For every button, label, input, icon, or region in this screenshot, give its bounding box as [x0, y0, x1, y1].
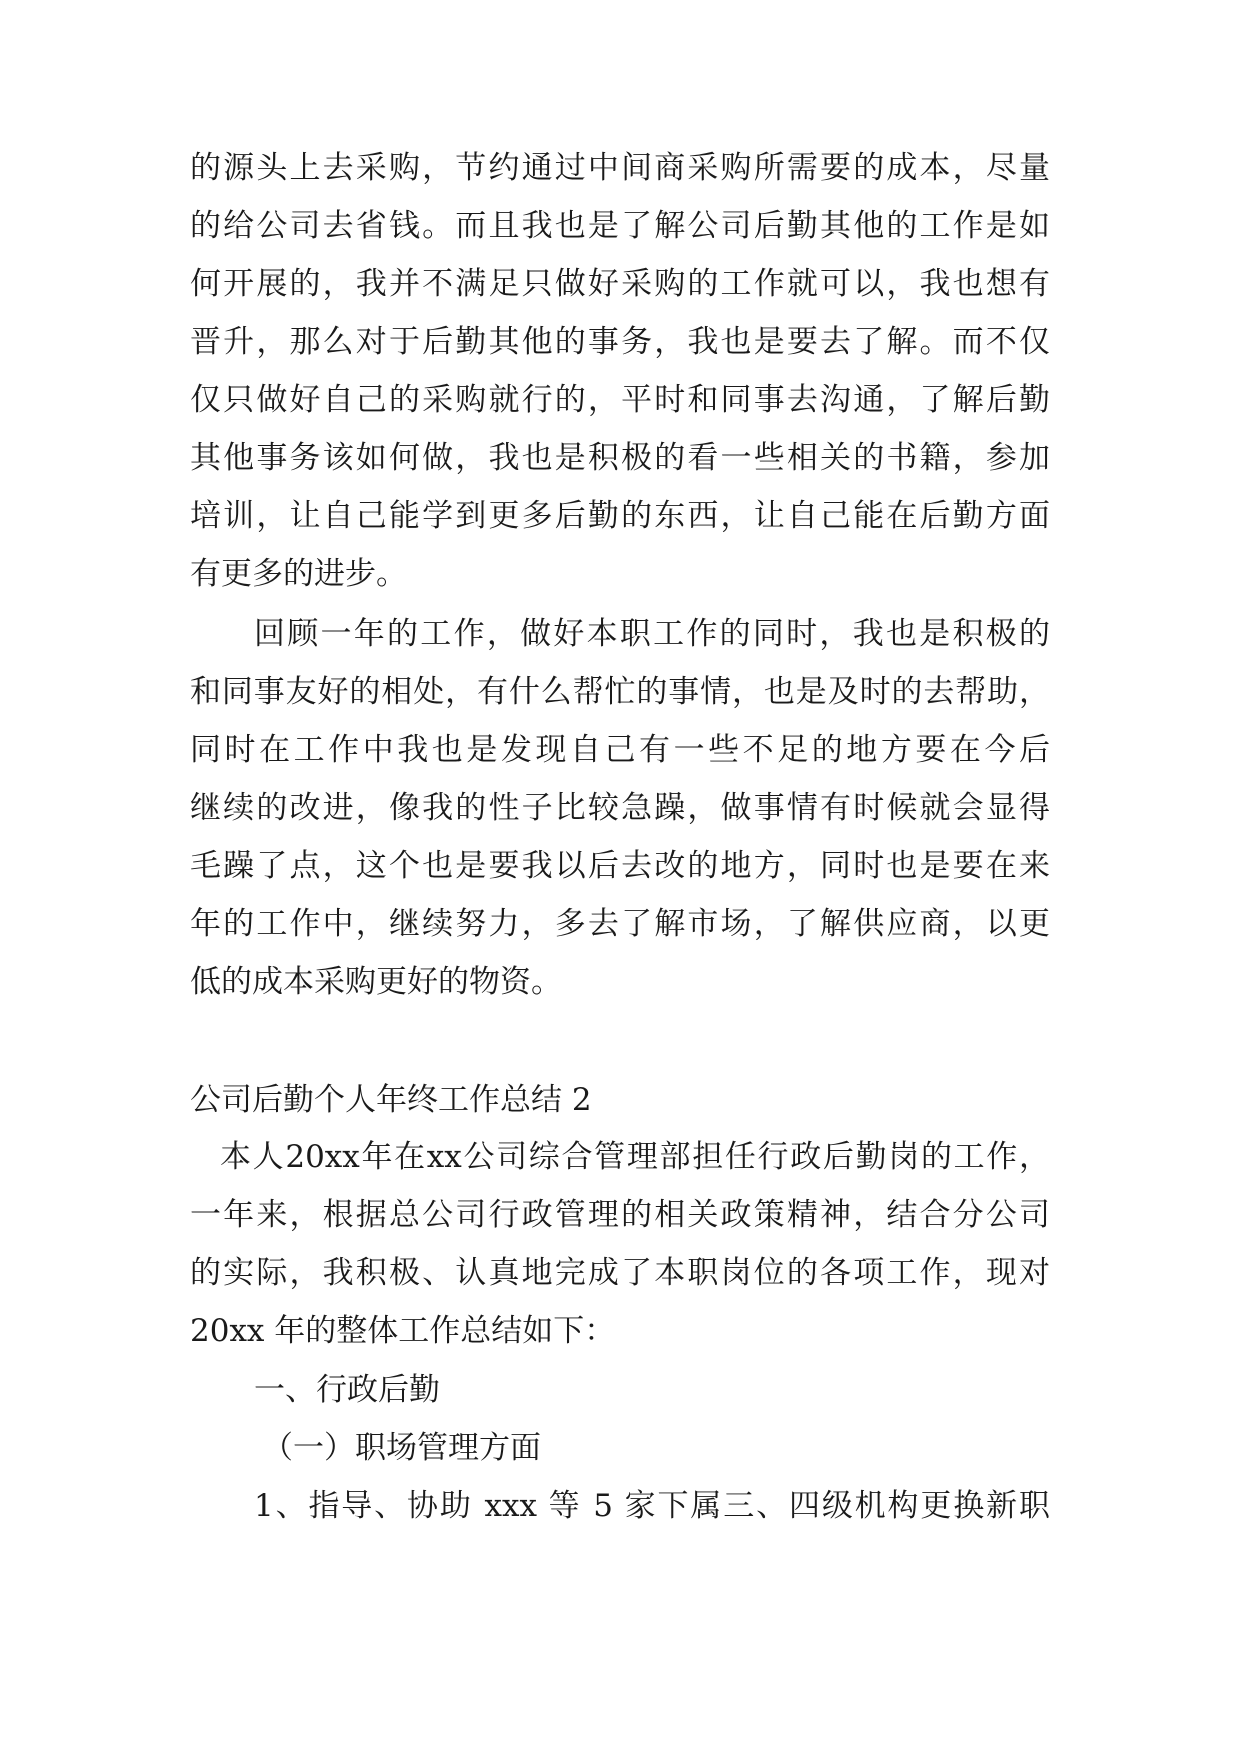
- paragraph-line: 年的工作中，继续努力，多去了解市场，了解供应商，以更: [190, 906, 1050, 942]
- paragraph-line: 培训，让自己能学到更多后勤的东西，让自己能在后勤方面: [190, 498, 1050, 534]
- paragraph-line: 的源头上去采购，节约通过中间商采购所需要的成本，尽量: [190, 150, 1050, 186]
- paragraph-line: 仅只做好自己的采购就行的，平时和同事去沟通，了解后勤: [190, 382, 1050, 418]
- subheading: 一、行政后勤: [254, 1372, 440, 1408]
- paragraph-line: 同时在工作中我也是发现自己有一些不足的地方要在今后: [190, 732, 1050, 768]
- section-heading: 公司后勤个人年终工作总结 2: [190, 1082, 592, 1118]
- paragraph-line: 晋升，那么对于后勤其他的事务，我也是要去了解。而不仅: [190, 324, 1050, 360]
- paragraph-line: 毛躁了点，这个也是要我以后去改的地方，同时也是要在来: [190, 848, 1050, 884]
- paragraph-line: 的实际，我积极、认真地完成了本职岗位的各项工作，现对: [190, 1255, 1050, 1291]
- paragraph-line: 的给公司去省钱。而且我也是了解公司后勤其他的工作是如: [190, 208, 1050, 244]
- paragraph-line: 20xx 年的整体工作总结如下：: [190, 1313, 616, 1349]
- paragraph-line: 和同事友好的相处，有什么帮忙的事情，也是及时的去帮助，: [190, 674, 1050, 710]
- paragraph-line: 何开展的，我并不满足只做好采购的工作就可以，我也想有: [190, 266, 1050, 302]
- subheading: （一）职场管理方面: [262, 1430, 541, 1466]
- paragraph-line: 回顾一年的工作，做好本职工作的同时，我也是积极的: [254, 616, 1050, 652]
- paragraph-line: 其他事务该如何做，我也是积极的看一些相关的书籍，参加: [190, 440, 1050, 476]
- paragraph-line: 一年来，根据总公司行政管理的相关政策精神，结合分公司: [190, 1197, 1050, 1233]
- paragraph-line: 继续的改进，像我的性子比较急躁，做事情有时候就会显得: [190, 790, 1050, 826]
- paragraph-line: 1、指导、协助 xxx 等 5 家下属三、四级机构更换新职: [254, 1488, 1050, 1524]
- paragraph-line: 低的成本采购更好的物资。: [190, 964, 562, 1000]
- paragraph-line: 本人20xx年在xx公司综合管理部担任行政后勤岗的工作，: [220, 1139, 1050, 1175]
- paragraph-line: 有更多的进步。: [190, 556, 407, 592]
